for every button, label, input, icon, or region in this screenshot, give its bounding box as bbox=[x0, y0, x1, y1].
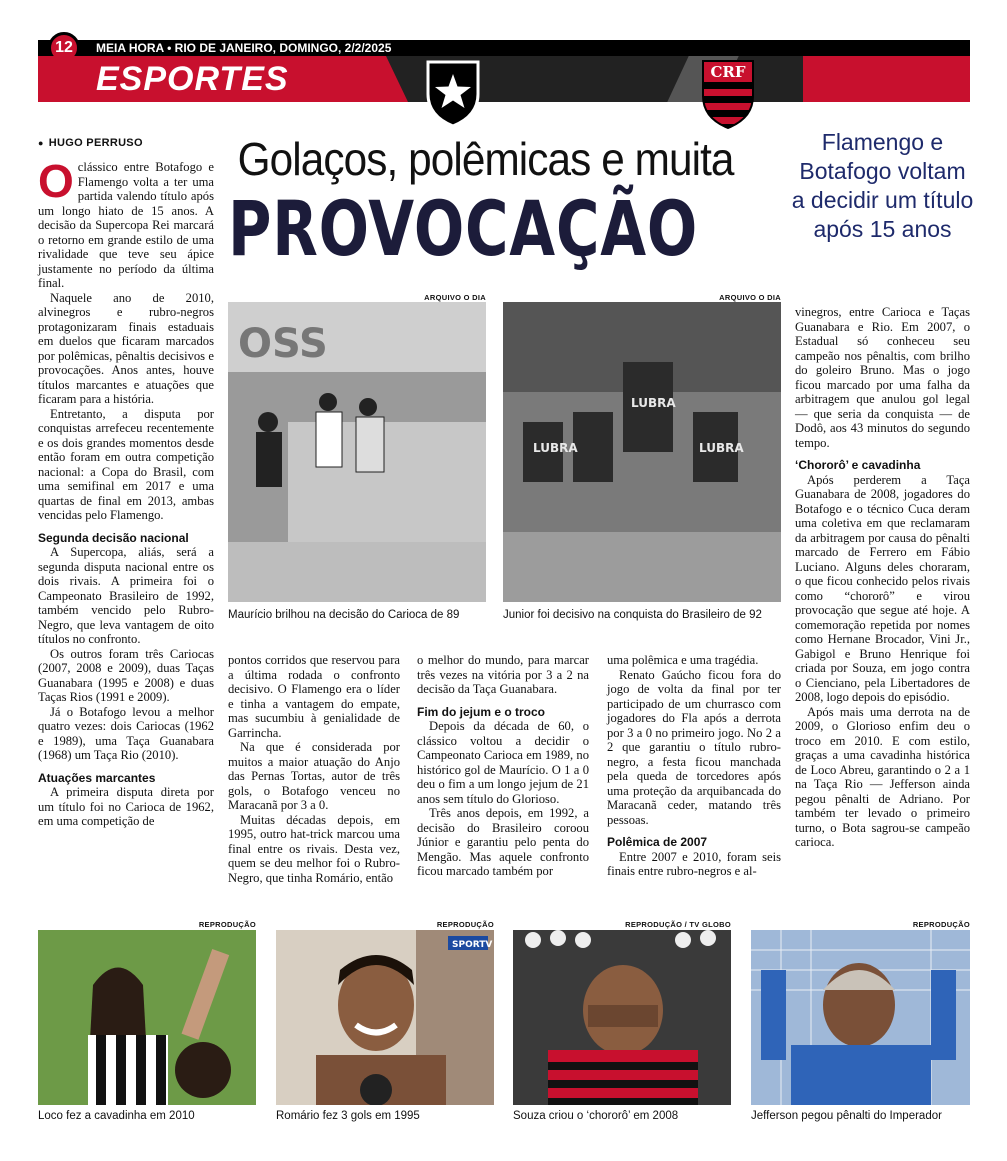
photo-credit: REPRODUÇÃO / TV GLOBO bbox=[625, 920, 731, 929]
photo-romario bbox=[276, 930, 494, 1105]
botafogo-crest-icon bbox=[424, 58, 482, 128]
photo-junior bbox=[503, 302, 781, 602]
photo-loco-image bbox=[38, 930, 256, 1105]
svg-text:OSS: OSS bbox=[238, 321, 328, 367]
subheading: Atuações marcantes bbox=[38, 770, 156, 785]
subheading: Polêmica de 2007 bbox=[607, 835, 708, 849]
photo-mauricio-image bbox=[228, 302, 486, 602]
section-banner bbox=[38, 56, 970, 102]
article-column-3 bbox=[417, 653, 589, 879]
svg-text:LUBRA: LUBRA bbox=[533, 441, 578, 455]
article-column-4 bbox=[607, 653, 781, 879]
paragraph: A primeira disputa direta por um título foi no Carioca de 1962, em uma competição de bbox=[38, 785, 214, 828]
paragraph: Após mais uma derrota na de 2009, o Glorioso enfim deu o troco em 2010. E com estilo, graças a uma cavadinha histórica de Loco Abreu, garantindo o 2 a 1 na Taça Rio — Jefferson ainda pegou pênalti de Adriano. Por também ter levado o primeiro turno, o Bota sagrou-se campeão carioca. bbox=[795, 704, 970, 849]
svg-text:LUBRA: LUBRA bbox=[631, 396, 676, 410]
headline-line-2: PROVOCAÇÃO bbox=[228, 184, 699, 273]
photo-caption: Loco fez a cavadinha em 2010 bbox=[38, 1110, 195, 1122]
flamengo-crest-icon bbox=[700, 58, 756, 130]
svg-text:LUBRA: LUBRA bbox=[699, 441, 744, 455]
drop-cap: O bbox=[38, 155, 74, 207]
paragraph: Muitas décadas depois, em 1995, outro hat-trick marcou uma final entre os rivais. Desta vez, quem se deu melhor foi o Rubro-Negro, que tinha Romário, então bbox=[228, 812, 400, 885]
top-bar bbox=[38, 40, 970, 56]
section-title: ESPORTES bbox=[96, 60, 289, 98]
photo-jefferson-image bbox=[751, 930, 970, 1105]
publication-name: MEIA HORA bbox=[96, 41, 164, 55]
photo-caption: Maurício brilhou na decisão do Carioca de 89 bbox=[228, 609, 460, 621]
article-column-5 bbox=[795, 305, 970, 850]
subheading: Segunda decisão nacional bbox=[38, 530, 189, 545]
paragraph: Os outros foram três Cariocas (2007, 2008 e 2009), duas Taças Guanabara (1995 e 2008) e duas Taças Rios (1991 e 2009). bbox=[38, 646, 214, 704]
publication-line bbox=[96, 40, 391, 56]
paragraph: A Supercopa, aliás, será a segunda disputa nacional entre os dois rivais. A primeira foi o Campeonato Brasileiro de 1992, também vencido pelo Rubro-Negro, que leva vantagem de oito títulos no confronto. bbox=[38, 545, 214, 646]
page-number: 12 bbox=[48, 32, 80, 64]
paragraph: Após perderem a Taça Guanabara de 2008, jogadores do Botafogo e o técnico Cuca deram uma coletiva em que reclamaram da arbitragem por causa do pênalti marcado de Ferrero em Fábio Luciano. Alguns deles choraram, o que ficou conhecido pelos rivais como “chororô” e virou provocação que segue até hoje. A comemoração repetida por nomes como Hernane Brocador, Vini Jr., Gabigol e Bruno Henrique foi criada por Souza, em jogo contra o Cienciano, pela Libertadores de 2008, logo depois do episódio. bbox=[795, 472, 970, 704]
photo-caption: Romário fez 3 gols em 1995 bbox=[276, 1110, 420, 1122]
byline: ● HUGO PERRUSO bbox=[38, 137, 143, 149]
photo-jefferson bbox=[751, 930, 970, 1105]
article-column-1 bbox=[38, 155, 214, 829]
dateline: • RIO DE JANEIRO, DOMINGO, 2/2/2025 bbox=[163, 41, 392, 55]
photo-souza bbox=[513, 930, 731, 1105]
photo-mauricio bbox=[228, 302, 486, 602]
paragraph: pontos corridos que reservou para a última rodada o confronto decisivo. O Flamengo era o líder e tinha a vantagem do empate, mas sucumbiu à genialidade de Garrincha. bbox=[228, 653, 400, 740]
paragraph: Três anos depois, em 1992, a decisão do Brasileiro coroou Júnior e garantiu pelo penta do Mengão. Mas aquele confronto ficou marcado também por bbox=[417, 806, 589, 878]
paragraph: Naquele ano de 2010, alvinegros e rubro-negros protagonizaram finais estaduais em duelos que ficaram marcados por polêmicas, pênaltis decisivos e provocações. Anos antes, houve títulos marcantes e atuações que ficaram para a história. bbox=[38, 290, 214, 406]
paragraph: Entre 2007 e 2010, foram seis finais entre rubro-negros e al- bbox=[607, 849, 781, 878]
paragraph: Na que é considerada por muitos a maior atuação do Anjo das Pernas Tortas, autor de três gols, o Botafogo venceu no Maracanã por 3 a 0. bbox=[228, 740, 400, 812]
photo-credit: ARQUIVO O DIA bbox=[424, 293, 486, 302]
paragraph: o melhor do mundo, para marcar três vezes na vitória por 3 a 2 na decisão da Taça Guanabara. bbox=[417, 653, 589, 696]
photo-credit: REPRODUÇÃO bbox=[912, 920, 970, 929]
paragraph-text: clássico entre Botafogo e Flamengo volta a ter uma partida valendo título após um longo hiato de 15 anos. A decisão da Supercopa Rei marcará o retorno em grande estilo de uma rivalidade que teve seu ápice justamente no período da última final. bbox=[38, 160, 214, 290]
photo-caption: Junior foi decisivo na conquista do Brasileiro de 92 bbox=[503, 609, 762, 621]
photo-souza-image bbox=[513, 930, 731, 1105]
paragraph: vinegros, entre Carioca e Taças Guanabara e Rio. Em 2007, o Estadual só conheceu seu campeão nos pênaltis, com brilho do goleiro Bruno. Mas o jogo ficou marcado por uma falha da arbitragem que anulou gol legal — que seria da conquista — de Dodô, aos 43 minutos do segundo tempo. bbox=[795, 305, 970, 450]
photo-caption: Jefferson pegou pênalti do Imperador bbox=[751, 1110, 942, 1122]
headline-line-1: Golaços, polêmicas e muita bbox=[237, 133, 734, 185]
svg-text:SPORTV: SPORTV bbox=[452, 940, 493, 950]
photo-romario-image bbox=[276, 930, 494, 1105]
subheading: ‘Chororô’ e cavadinha bbox=[795, 458, 921, 472]
photo-credit: ARQUIVO O DIA bbox=[719, 293, 781, 302]
article-column-2 bbox=[228, 653, 400, 885]
photo-credit: REPRODUÇÃO bbox=[436, 920, 494, 929]
paragraph: Já o Botafogo levou a melhor quatro vezes: dois Cariocas (1962 e 1989), uma Taça Guanabara (1968) um Taça Rio (2010). bbox=[38, 704, 214, 762]
headline-deck: Flamengo e Botafogo voltam a decidir um título após 15 anos bbox=[791, 129, 974, 242]
photo-loco bbox=[38, 930, 256, 1105]
paragraph: Depois da década de 60, o clássico voltou a decidir o Campeonato Carioca em 1989, no histórico gol de Maurício. O 1 a 0 deu o fim a um longo jejum de 21 anos sem título do Glorioso. bbox=[417, 719, 589, 806]
photo-caption: Souza criou o ‘chororô’ em 2008 bbox=[513, 1110, 679, 1122]
paragraph bbox=[38, 155, 214, 291]
photo-junior-image bbox=[503, 302, 781, 602]
photo-credit: REPRODUÇÃO bbox=[198, 920, 256, 929]
paragraph: Entretanto, a disputa por conquistas arrefeceu recentemente e os dois grandes momentos desde então foram em outra competição nacional: a Copa do Brasil, com uma semifinal em 2017 e uma quartas de final em 2013, ambas vencidas pelo Flamengo. bbox=[38, 406, 214, 522]
svg-text:CRF: CRF bbox=[710, 63, 746, 81]
paragraph: Renato Gaúcho ficou fora do jogo de volta da final por ter participado de um churrasco com jogadores do Fla após a derrota por 3 a 0 no primeiro jogo. No 2 a 2 que garantiu o título rubro-negro, a festa ficou manchada pela queda de torcedores após uma proteção da arquibancada do Maracanã ceder, matando três pessoas. bbox=[607, 667, 781, 827]
paragraph: uma polêmica e uma tragédia. bbox=[607, 653, 759, 667]
subheading: Fim do jejum e o troco bbox=[417, 704, 546, 719]
